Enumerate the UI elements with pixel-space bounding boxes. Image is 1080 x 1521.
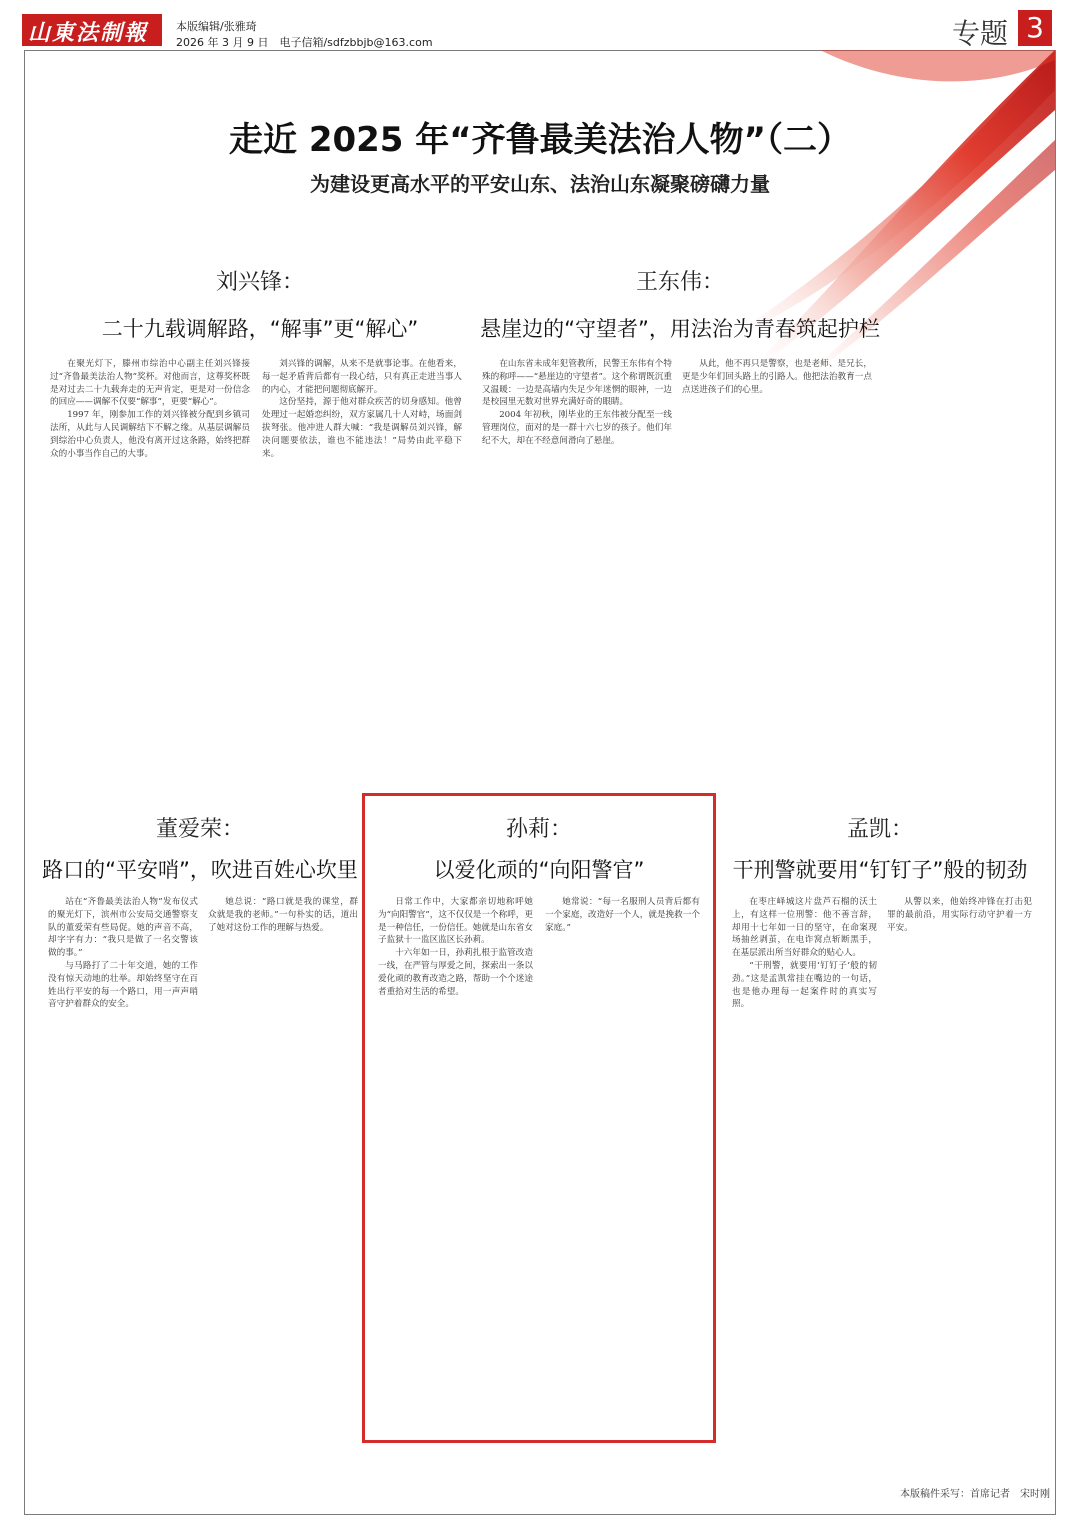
paragraph: 站在“齐鲁最美法治人物”发布仪式的聚光灯下，滨州市公安局交通警察支队的董爱荣有些局促。她的声音不高，却字字有力：“我只是做了一名交警该做的事。” — [48, 897, 198, 959]
article-headline: 二十九载调解路，“解事”更“解心” — [101, 317, 419, 341]
article-column — [48, 896, 198, 1456]
paragraph: 日常工作中，大家都亲切地称呼她为“向阳警官”，这不仅仅是一个称呼，更是一种信任，一份信任。她就是山东省女子监狱十一监区监区长孙莉。 — [378, 897, 533, 946]
paragraph: 刘兴锋的调解，从来不是就事论事。在他看来，每一起矛盾背后都有一段心结，只有真正走进当事人的内心，才能把问题彻底解开。 — [262, 359, 462, 395]
paragraph: 与马路打了二十年交道，她的工作没有惊天动地的壮举。却始终坚守在百姓出行平安的每一个路口，用一声声哨音守护着群众的安全。 — [48, 960, 198, 1010]
paragraph: 在山东省未成年犯管教所，民警王东伟有个特殊的称呼——“悬崖边的守望者”。这个称谓既沉重又温暖：一边是高墙内失足少年迷惘的眼神，一边是校园里无数对世界充满好奇的眼睛。 — [482, 359, 672, 408]
article-column — [887, 896, 1032, 1456]
logo-text: 山東法制報 — [28, 20, 149, 46]
article-headline: 以爱化顽的“向阳警官” — [433, 858, 645, 882]
paragraph: 这份坚持，源于他对群众疾苦的切身感知。他曾处理过一起婚恋纠纷，双方家属几十人对峙，场面剑拔弩张。他冲进人群大喊：“我是调解员刘兴锋，解决问题要依法，谁也不能违法！”局势由此平稳下来。 — [262, 397, 462, 459]
paragraph: “干刑警，就要用‘钉钉子’般的韧劲。”这是孟凯常挂在嘴边的一句话，也是他办理每一起案件时的真实写照。 — [732, 960, 877, 1010]
main-title: 走近 2025 年“齐鲁最美法治人物”（二） — [229, 120, 851, 160]
page-number: 3 — [1018, 10, 1052, 46]
paragraph: 从此，他不再只是警察，也是老师、是兄长，更是少年们回头路上的引路人。他把法治教育一点点送进孩子们的心里。 — [682, 359, 872, 395]
article-column — [208, 896, 358, 1456]
editor-line: 本版编辑/张雅琦 — [176, 20, 257, 33]
article-column — [682, 358, 872, 778]
paragraph: 十六年如一日，孙莉扎根于监管改造一线，在严管与厚爱之间，探索出一条以爱化顽的教育改造之路，帮助一个个迷途者重拾对生活的希望。 — [378, 948, 533, 997]
subtitle: 为建设更高水平的平安山东、法治山东凝聚磅礴力量 — [310, 172, 770, 196]
article-column — [732, 896, 877, 1456]
person-name: 王东伟： — [635, 270, 724, 295]
paragraph: 她总说：“路口就是我的课堂，群众就是我的老师。”一句朴实的话，道出了她对这份工作的理解与热爱。 — [208, 897, 358, 933]
article-headline: 悬崖边的“守望者”，用法治为青春筑起护栏 — [480, 317, 880, 341]
paragraph: 2004 年初秋，刚毕业的王东伟被分配至一线管理岗位，面对的是一群十六七岁的孩子。他们年纪不大，却在不经意间滑向了悬崖。 — [482, 410, 672, 446]
paragraph: 在枣庄峄城这片盘芦石榴的沃土上，有这样一位刑警：他不善言辞，却用十七年如一日的坚守，在命案现场抽丝剥茧，在电诈窝点斩断黑手，在基层派出所当好群众的贴心人。 — [732, 897, 877, 959]
paragraph: 1997 年，刚参加工作的刘兴锋被分配到乡镇司法所，从此与人民调解结下不解之缘。从基层调解员到综治中心负责人，他没有离开过这条路，始终把群众的小事当作自己的大事。 — [50, 410, 250, 459]
article-column — [482, 358, 672, 778]
person-name: 刘兴锋： — [215, 270, 304, 295]
page-header — [0, 0, 1080, 50]
paragraph: 她常说：“每一名服刑人员背后都有一个家庭，改造好一个人，就是挽救一个家庭。” — [545, 897, 700, 933]
article-column — [262, 358, 462, 778]
paragraph: 在聚光灯下，滕州市综治中心副主任刘兴锋接过“齐鲁最美法治人物”奖杯。对他而言，这尊奖杯既是对过去二十九载奔走的无声肯定，更是对一份信念的回应——调解不仅要“解事”，更要“解心”。 — [50, 359, 250, 408]
article-column — [50, 358, 250, 778]
paragraph: 从警以来，他始终冲锋在打击犯罪的最前沿，用实际行动守护着一方平安。 — [887, 897, 1032, 933]
person-name: 孙莉： — [505, 817, 572, 842]
newspaper-logo — [22, 14, 162, 46]
person-name: 董爱荣： — [155, 817, 244, 842]
article-headline: 干刑警就要用“钉钉子”般的韧劲 — [732, 858, 1028, 882]
article-column — [378, 896, 533, 1436]
byline-credit: 本版稿件采写：首席记者 宋时刚 — [900, 1489, 1050, 1500]
section-label: 专题 — [951, 17, 1008, 50]
date-email-line: 2026 年 3 月 9 日 电子信箱/sdfzbbjb@163.com — [176, 36, 433, 49]
article-headline: 路口的“平安哨”，吹进百姓心坎里 — [42, 858, 358, 882]
person-name: 孟凯： — [846, 817, 913, 842]
article-column — [545, 896, 700, 1436]
